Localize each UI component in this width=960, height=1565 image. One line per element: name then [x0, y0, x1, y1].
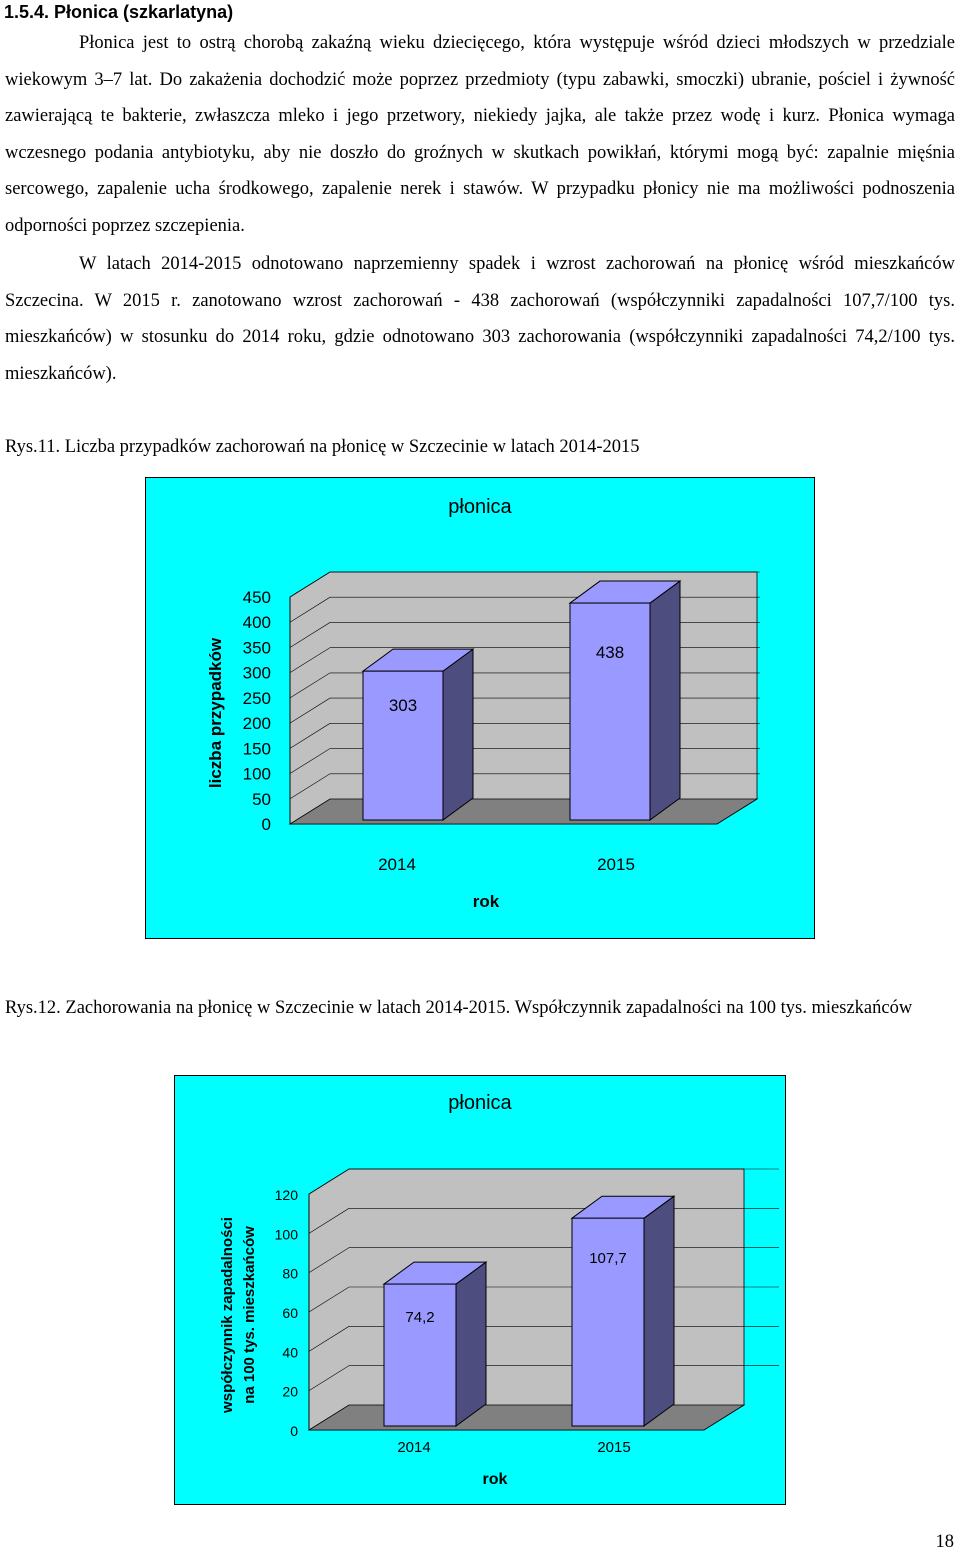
section-heading: 1.5.4. Płonica (szkarlatyna)	[4, 2, 234, 22]
paragraph-intro: Płonica jest to ostrą chorobą zakaźną wieku dziecięcego, która występuje wśród dzieci młodszych w przedziale wiekowym 3–7 lat. Do zakażenia dochodzić może poprzez przedmioty (typu zabawki, smoczki) ubranie, pościel i żywność zawierającą te bakterie, zwłaszcza mleko i jego przetwory, niekiedy jajka, ale także przez wodę i kurz. Płonica wymaga wczesnego podania antybiotyku, aby nie doszło do groźnych w skutkach powikłań, którymi mogą być: zapalnie mięśnia sercowego, zapalenie ucha środkowego, zapalenie nerek i stawów. W przypadku płonicy nie ma możliwości podnoszenia odporności poprzez szczepienia.	[5, 33, 955, 236]
y-tick-label: 120	[274, 1187, 298, 1203]
paragraph-statistics: W latach 2014-2015 odnotowano naprzemienny spadek i wzrost zachorowań na płonicę wśród mieszkańców Szczecina. W 2015 r. zanotowano wzrost zachorowań - 438 zachorowań (współczynniki zapadalności 107,7/100 tys. mieszkańców) w stosunku do 2014 roku, gdzie odnotowano 303 zachorowania (współczynniki zapadalności 74,2/100 tys. mieszkańców).	[5, 254, 955, 384]
data-label: 74,2	[405, 1309, 435, 1327]
bar-2015	[570, 581, 680, 820]
x-tick-label: 2015	[597, 855, 635, 874]
y-tick-label: 100	[242, 764, 271, 784]
x-tick-label: 2015	[597, 1439, 631, 1456]
bar-side	[650, 581, 680, 820]
y-axis-label-line1: współczynnik zapadalności	[219, 1217, 236, 1413]
chart-title: płonica	[448, 496, 512, 518]
bar-side	[456, 1262, 486, 1426]
chart-cases	[145, 477, 815, 939]
data-label: 303	[388, 696, 418, 716]
chart-incidence-rate	[174, 1075, 786, 1505]
bar-2014	[384, 1262, 486, 1426]
chart-cases-svg	[145, 477, 815, 939]
data-label: 438	[595, 643, 625, 663]
bar-2015	[572, 1196, 674, 1426]
bar-side	[443, 649, 473, 820]
chart-floor	[309, 1405, 744, 1430]
y-tick-label: 350	[242, 638, 271, 658]
y-tick-label: 150	[242, 739, 271, 759]
chart-rate-svg	[174, 1075, 786, 1505]
y-axis-label: liczba przypadków	[206, 637, 225, 789]
x-tick-label: 2014	[378, 855, 416, 874]
bar-front	[570, 603, 650, 820]
data-label: 107,7	[589, 1250, 627, 1268]
y-tick-label: 50	[252, 789, 271, 809]
figure-caption-11: Rys.11. Liczba przypadków zachorowań na płonicę w Szczecinie w latach 2014-2015	[5, 437, 640, 457]
bar-front	[363, 671, 443, 820]
y-tick-label: 80	[282, 1265, 298, 1282]
y-tick-label: 200	[242, 714, 271, 734]
y-tick-label: 60	[282, 1305, 298, 1321]
y-tick-label: 400	[242, 613, 271, 633]
y-tick-label: 300	[242, 663, 271, 683]
y-tick-label: 0	[290, 1423, 298, 1439]
figure-caption-12: Rys.12. Zachorowania na płonicę w Szczecinie w latach 2014-2015. Współczynnik zapadalności na 100 tys. mieszkańców	[5, 998, 913, 1018]
y-tick-label: 40	[282, 1344, 298, 1361]
y-tick-label: 100	[274, 1226, 298, 1243]
x-axis-label: rok	[472, 892, 500, 911]
y-tick-label: 0	[261, 815, 271, 834]
y-tick-label: 450	[242, 588, 271, 607]
y-tick-label: 20	[282, 1383, 298, 1400]
y-tick-label: 250	[242, 688, 271, 708]
x-tick-label: 2014	[397, 1439, 431, 1456]
bar-2014	[363, 649, 473, 820]
x-axis-label: rok	[482, 1471, 508, 1488]
y-axis-label-line2: na 100 tys. mieszkańców	[241, 1226, 258, 1404]
page-number: 18	[935, 1532, 954, 1552]
chart-title: płonica	[448, 1092, 512, 1114]
bar-side	[644, 1196, 674, 1426]
chart-floor	[290, 799, 757, 824]
bar-front	[384, 1284, 456, 1426]
